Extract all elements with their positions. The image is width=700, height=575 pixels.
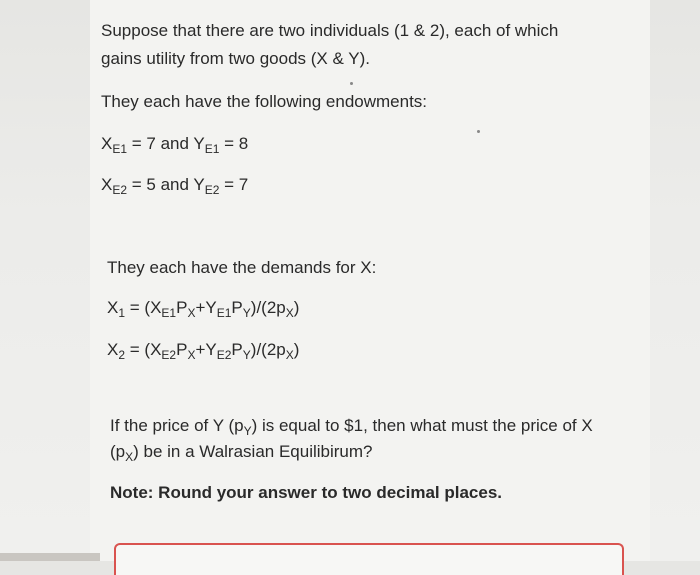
question-line-2: $(p_X)$ be in a Walrasian Equilibirum? <box>110 442 373 464</box>
intro-line-2: gains utility from two goods (X & Y). <box>101 49 370 68</box>
speck <box>477 130 480 133</box>
intro-line-1: Suppose that there are two individuals (1 & 2), each of which <box>101 21 559 40</box>
demand-equation-1: $X_1 = (X_{E1}P_X+Y_{E1}P_Y)/(2p_X)$ <box>107 298 300 320</box>
answer-input-box[interactable] <box>114 543 624 575</box>
demands-heading: They each have the demands for X: <box>107 258 377 277</box>
endowment-individual-1: $X_{E1} = 7$ and $Y_{E1} = 8$ <box>101 134 249 156</box>
question-panel <box>90 0 650 561</box>
question-line-1: If the price of Y $(p_Y)$ is equal to $1, then what must the price of X <box>110 416 593 438</box>
rounding-note: Note: Round your answer to two decimal places. <box>110 483 503 502</box>
demand-equation-2: $X_2 = (X_{E2}P_X+Y_{E2}P_Y)/(2p_X)$ <box>107 340 300 362</box>
endowment-individual-2: $X_{E2} = 5$ and $Y_{E2} = 7$ <box>101 175 249 197</box>
speck <box>350 82 353 85</box>
divider <box>0 553 100 561</box>
endowments-heading: They each have the following endowments: <box>101 92 428 111</box>
